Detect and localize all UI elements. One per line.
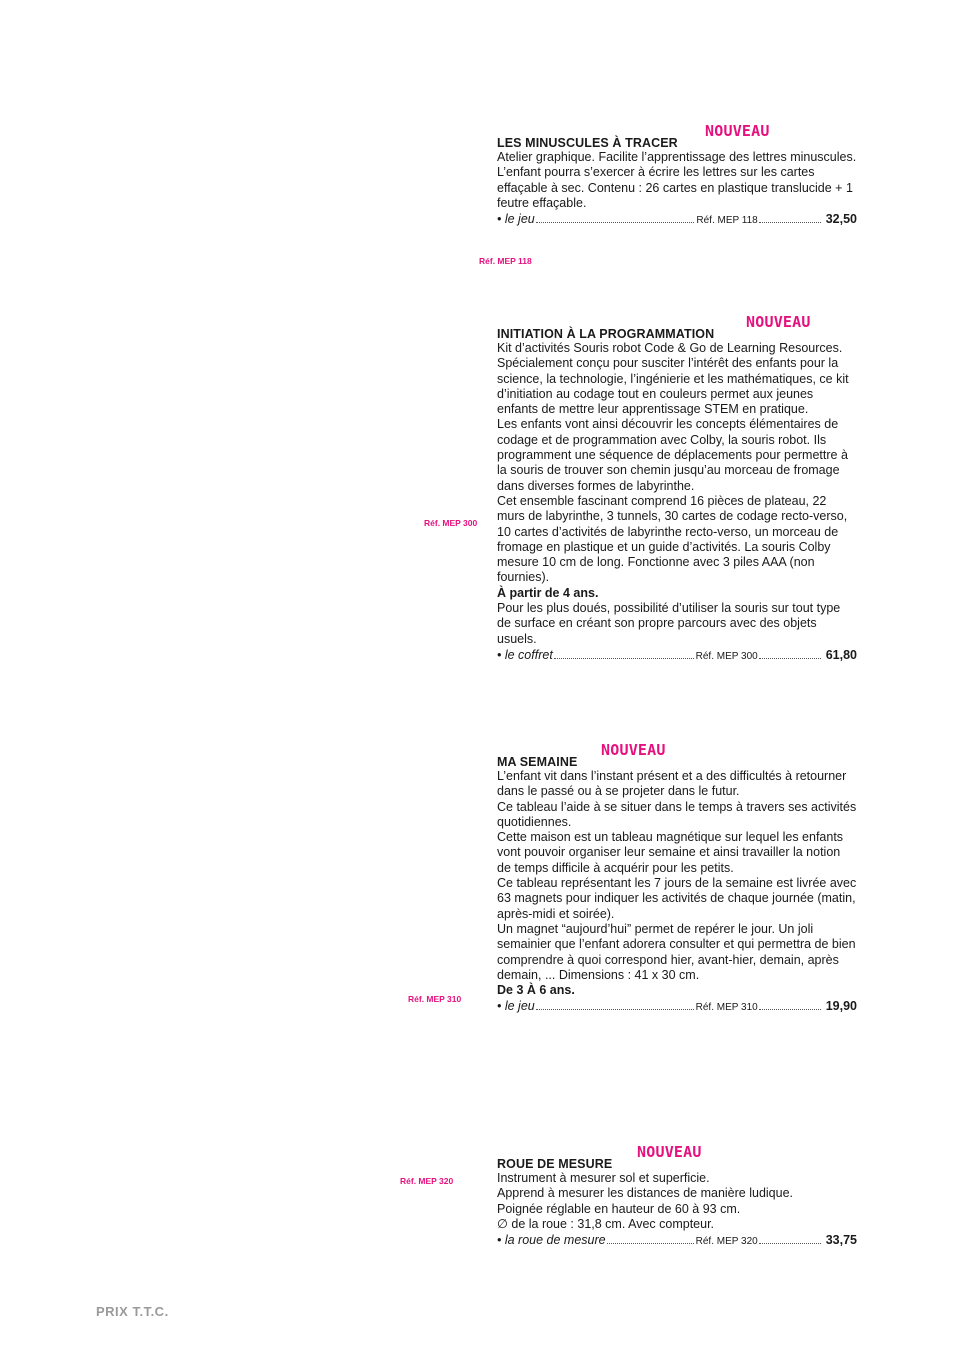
description: Les enfants vont ainsi découvrir les concepts élémentaires de codage et de programmation avec Colby, la souris robot. Ils programment une séquence de déplacements pour permettre à la souris de trouver son chemin jusqu’au morceau de fromage dans diverses formes de labyrinthe. (497, 417, 848, 493)
leader-dots (554, 658, 694, 659)
unit-label: • la roue de mesure (497, 1233, 606, 1248)
price: 33,75 (825, 1233, 857, 1248)
price-row (497, 212, 857, 228)
reference: Réf. MEP 320 (695, 1236, 758, 1248)
product-minuscules (497, 122, 857, 228)
side-reference: Réf. MEP 310 (408, 994, 462, 1004)
description: L’enfant vit dans l’instant présent et a des difficultés à retourner dans le passé ou à se projeter dans le futur. (497, 769, 847, 799)
nouveau-badge: NOUVEAU (601, 741, 666, 759)
description: Instrument à mesurer sol et superficie. (497, 1171, 710, 1185)
leader-dots (759, 1009, 821, 1010)
nouveau-badge: NOUVEAU (637, 1143, 702, 1161)
nouveau-badge: NOUVEAU (705, 122, 770, 140)
nouveau-badge: NOUVEAU (746, 313, 811, 331)
price: 61,80 (825, 647, 857, 662)
product-ma-semaine (497, 741, 857, 1015)
description: Cet ensemble fascinant comprend 16 pièces de plateau, 22 murs de labyrinthe, 3 tunnels, 30 cartes de codage recto-verso, 10 cartes d’activités de labyrinthe recto-verso, un morceau de fromage en plastique et un guide d’activités. La souris Colby mesure 10 cm de long. Fonctionne avec 3 piles AAA (non fournies). (497, 493, 848, 585)
product-title: INITIATION À LA PROGRAMMATION (497, 327, 715, 341)
reference: Réf. MEP 118 (696, 215, 758, 227)
description: Atelier graphique. Facilite l’apprentissage des lettres minuscules. L’enfant pourra s’exercer à écrire les lettres sur les cartes effaçable à sec. Contenu : 26 cartes en plastique translucide + 1 feutre effaçable. (497, 150, 857, 210)
product-roue-de-mesure (497, 1143, 857, 1249)
description: Ce tableau l’aide à se situer dans le temps à travers ses activités quotidiennes. (497, 799, 857, 829)
title-row (497, 313, 857, 341)
unit-label: • le jeu (497, 212, 535, 227)
unit-label: • le coffret (497, 647, 553, 662)
description: Cette maison est un tableau magnétique sur lequel les enfants vont pouvoir organiser leur semaine et ainsi travailler la notion de temps difficile à acquérir pour les petits. (497, 830, 844, 875)
description: Apprend à mesurer les distances de manière ludique. (497, 1186, 794, 1201)
leader-dots (536, 222, 695, 223)
price: 19,90 (825, 999, 857, 1014)
leader-dots (607, 1243, 694, 1244)
description: Pour les plus doués, possibilité d’utiliser la souris sur tout type de surface en créant son propre parcours avec des objets usuels. (497, 601, 841, 646)
product-programmation (497, 313, 857, 664)
leader-dots (536, 1009, 694, 1010)
price-row (497, 1233, 857, 1249)
description: Poignée réglable en hauteur de 60 à 93 cm. (497, 1201, 741, 1216)
description: Ce tableau représentant les 7 jours de la semaine est livrée avec 63 magnets pour indiquer les activités de chaque journée (matin, après-midi et soirée). (497, 876, 857, 921)
side-reference: Réf. MEP 300 (424, 518, 478, 528)
product-title: LES MINUSCULES À TRACER (497, 136, 678, 150)
title-row (497, 741, 857, 769)
unit-label: • le jeu (497, 999, 535, 1014)
footer-price-note: PRIX T.T.C. (96, 1304, 169, 1319)
price-row (497, 999, 857, 1015)
leader-dots (759, 658, 821, 659)
description: Kit d’activités Souris robot Code & Go de Learning Resources. Spécialement conçu pour susciter l’intérêt des enfants pour la science, la technologie, l’ingénierie et les mathématiques, ce kit d’initiation au codage tout en couleurs permet aux jeunes enfants de mettre leur apprentissage STEM en pratique. (497, 341, 849, 417)
price-row (497, 648, 857, 664)
side-reference: Réf. MEP 118 (479, 256, 532, 266)
leader-dots (759, 1243, 821, 1244)
product-title: MA SEMAINE (497, 755, 578, 769)
description: Un magnet “aujourd’hui” permet de repérer le jour. Un joli semainier que l’enfant adorera consulter et qui permettra de bien comprendre à quoi correspond hier, avant-hier, demain, après demain, ... Dimensions : 41 x 30 cm. (497, 921, 856, 982)
description: ∅ de la roue : 31,8 cm. Avec compteur. (497, 1216, 715, 1231)
product-title: ROUE DE MESURE (497, 1157, 613, 1171)
side-reference: Réf. MEP 320 (400, 1176, 454, 1186)
reference: Réf. MEP 300 (695, 650, 758, 662)
title-row (497, 1143, 857, 1171)
leader-dots (759, 222, 821, 223)
age-range: À partir de 4 ans. (497, 585, 599, 600)
age-range: De 3 À 6 ans. (497, 983, 575, 998)
reference: Réf. MEP 310 (695, 1002, 758, 1014)
price: 32,50 (825, 212, 857, 227)
title-row (497, 122, 857, 150)
